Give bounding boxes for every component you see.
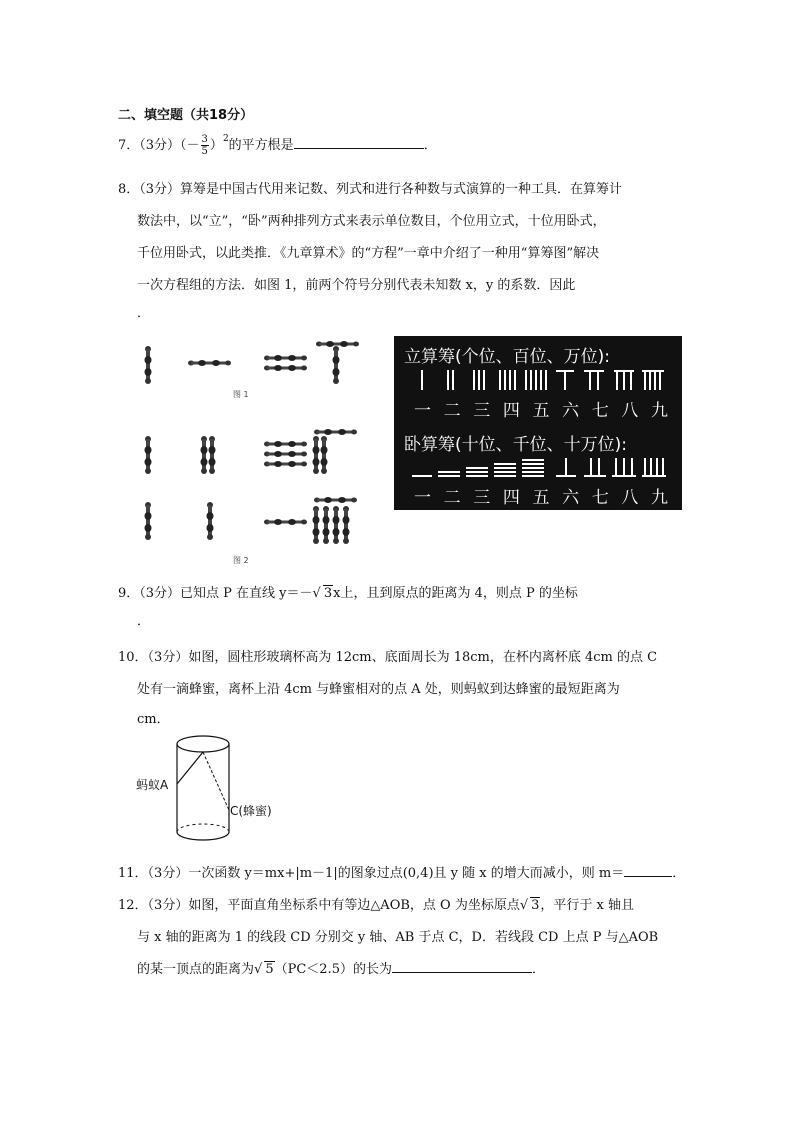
question-12-line-1: 12．（3分）如图，平面直角坐标系中有等边△AOB，点 O 为坐标原点√ 3，平行于 x 轴且 — [118, 898, 635, 913]
q7-answer-blank — [294, 136, 424, 149]
board-title-vertical: 立算筹(个位、百位、万位): — [404, 347, 610, 367]
figure-2 — [145, 429, 358, 544]
q12-answer-blank — [392, 960, 532, 973]
horizontal-rods-row — [408, 456, 674, 480]
counting-rod-figures — [130, 332, 380, 572]
vertical-rods-row — [408, 368, 674, 392]
figure-1 — [145, 341, 360, 384]
q7-fraction: $\frac{3}{5}$ — [201, 134, 208, 157]
q10-line-3: cm． — [137, 712, 170, 727]
q12-sqrt-3: 3 — [531, 898, 540, 913]
board-numbers-row-1: 一 二 三 四 五 六 七 八 九 — [414, 401, 668, 421]
question-9-line-1: 9．（3分）已知点 P 在直线 y＝－√ 3x上，且到原点的距离为 4，则点 P 的坐标 — [118, 586, 578, 601]
q8-line-3: 千位用卧式，以此类推．《九章算术》的“方程”一章中介绍了一种用“算筹图”解决 — [137, 246, 600, 261]
cylinder-figure — [170, 730, 240, 850]
q8-line-1: 8．（3分）算筹是中国古代用来记数、列式和进行各种数与式演算的一种工具．在算筹计 — [118, 182, 623, 197]
label-honey-c: C(蜂蜜) — [230, 804, 272, 818]
question-12-line-3: 的某一顶点的距离为√ 5（PC＜2.5）的长为 ． — [137, 962, 545, 977]
question-9-line-2: ． — [137, 614, 151, 629]
label-ant-a: 蚂蚁A — [136, 778, 169, 792]
question-7: 7．（3分）（－ $\frac{3}{5}$ ）$^2$的平方根是 ． — [118, 134, 437, 157]
board-numbers-row-2: 一 二 三 四 五 六 七 八 九 — [414, 488, 668, 508]
counting-rod-board — [394, 336, 682, 510]
q11-answer-blank — [624, 864, 672, 877]
q8-line-4: 一次方程组的方法．如图 1，前两个符号分别代表未知数 x，y 的系数．因此 — [137, 278, 576, 293]
q12-sqrt-5: 5 — [265, 962, 274, 977]
q8-line-2: 数法中，以“立”，“卧”两种排列方式来表示单位数目，个位用立式，十位用卧式， — [137, 214, 606, 229]
question-11: 11．（3分）一次函数 y＝mx+|m－1|的图象过点(0,4)且 y 随 x 的增大而减小，则 m＝ ． — [118, 866, 686, 881]
q10-line-1: 10．（3分）如图，圆柱形玻璃杯高为 12cm、底面周长为 18cm，在杯内离杯底 4cm 的点 C — [118, 650, 658, 665]
figure-1-caption: 图 1 — [233, 390, 249, 399]
q7-exponent: 2 — [222, 134, 229, 144]
q9-sqrt: 3 — [323, 586, 333, 601]
board-title-horizontal: 卧算筹(十位、千位、十万位): — [404, 435, 627, 455]
q8-line-5: ． — [137, 306, 151, 321]
section-title: 二、填空题（共18分） — [118, 108, 254, 123]
q10-line-2: 处有一滴蜂蜜，离杯上沿 4cm 与蜂蜜相对的点 A 处，则蚂蚁到达蜂蜜的最短距离为 — [137, 682, 620, 697]
figure-2-caption: 图 2 — [233, 556, 249, 565]
question-12-line-2: 与 x 轴的距离为 1 的线段 CD 分别交 y 轴、AB 于点 C，D．若线段 CD 上点 P 与△AOB — [137, 930, 659, 945]
q7-number: 7．（3分）（－ — [118, 138, 200, 153]
